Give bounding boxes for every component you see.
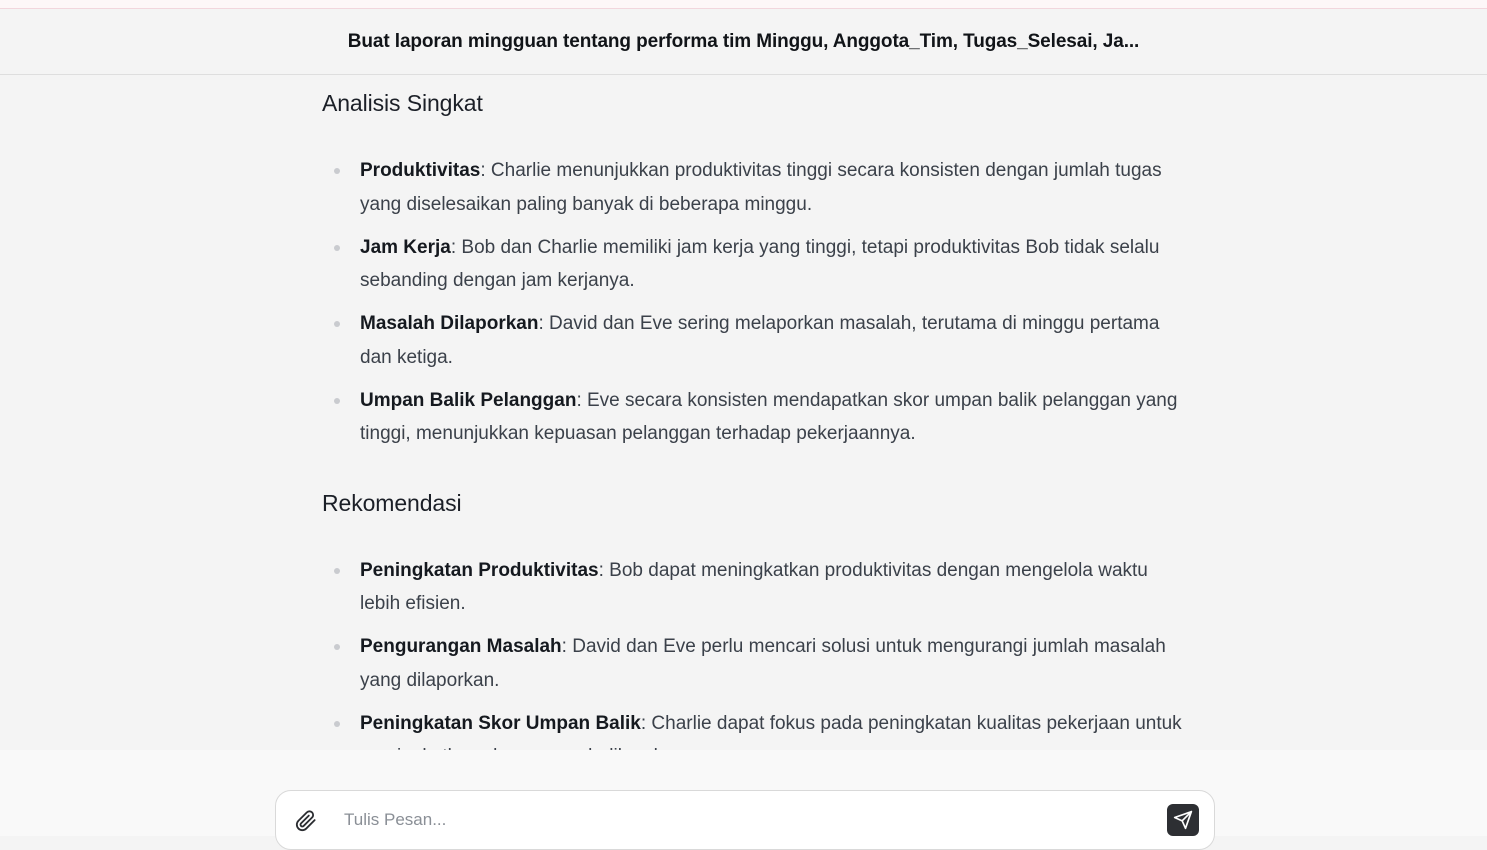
section-heading-analisis: Analisis Singkat	[322, 90, 483, 116]
list-item	[322, 554, 1182, 621]
list-item-term: Pengurangan Masalah	[360, 636, 562, 657]
rekomendasi-list	[322, 554, 1182, 774]
list-item-text: : Charlie menunjukkan produktivitas tinggi secara konsisten dengan jumlah tugas yang diselesaikan paling banyak di beberapa minggu.	[360, 160, 1162, 215]
list-item	[322, 307, 1182, 374]
list-item-text: : Bob dan Charlie memiliki jam kerja yang tinggi, tetapi produktivitas Bob tidak selalu sebanding dengan jam kerjanya.	[360, 236, 1160, 291]
paperclip-icon	[295, 810, 317, 832]
list-item-term: Jam Kerja	[360, 236, 451, 258]
analisis-list	[322, 154, 1182, 451]
list-item-term: Masalah Dilaporkan	[360, 313, 539, 334]
list-item-term: Umpan Balik Pelanggan	[360, 389, 577, 411]
attach-button[interactable]	[294, 809, 318, 833]
list-item-term: Produktivitas	[360, 160, 481, 181]
list-item	[322, 231, 1182, 298]
list-item-text: : Eve secara konsisten mendapatkan skor umpan balik pelanggan yang tinggi, menunjukkan kepuasan pelanggan terhadap pekerjaannya.	[360, 389, 1178, 444]
message-input[interactable]	[344, 807, 1144, 833]
top-strip	[0, 0, 1487, 9]
list-item	[322, 384, 1182, 451]
conversation-title: Buat laporan mingguan tentang performa tim Minggu, Anggota_Tim, Tugas_Selesai, Ja...	[347, 30, 1140, 52]
chat-header	[0, 9, 1487, 75]
list-item-text: : Charlie dapat fokus pada peningkatan kualitas pekerjaan untuk	[640, 712, 1182, 734]
list-item	[322, 154, 1182, 221]
send-button[interactable]	[1167, 804, 1199, 836]
section-heading-rekomendasi: Rekomendasi	[322, 489, 462, 516]
list-item-term: Peningkatan Produktivitas	[360, 559, 599, 581]
list-item-text: : David dan Eve perlu mencari solusi untuk mengurangi jumlah masalah yang dilaporkan.	[360, 636, 1166, 691]
send-icon	[1173, 810, 1193, 830]
message-composer	[275, 790, 1215, 850]
list-item	[322, 630, 1182, 697]
message-content[interactable]	[322, 76, 1182, 750]
list-item-term: Peningkatan Skor Umpan Balik	[360, 712, 641, 734]
composer-area	[0, 750, 1487, 836]
list-item-text: : David dan Eve sering melaporkan masalah, terutama di minggu pertama dan ketiga.	[360, 313, 1160, 368]
list-item-text: : Bob dapat meningkatkan produktivitas dengan mengelola waktu lebih efisien.	[360, 559, 1148, 614]
